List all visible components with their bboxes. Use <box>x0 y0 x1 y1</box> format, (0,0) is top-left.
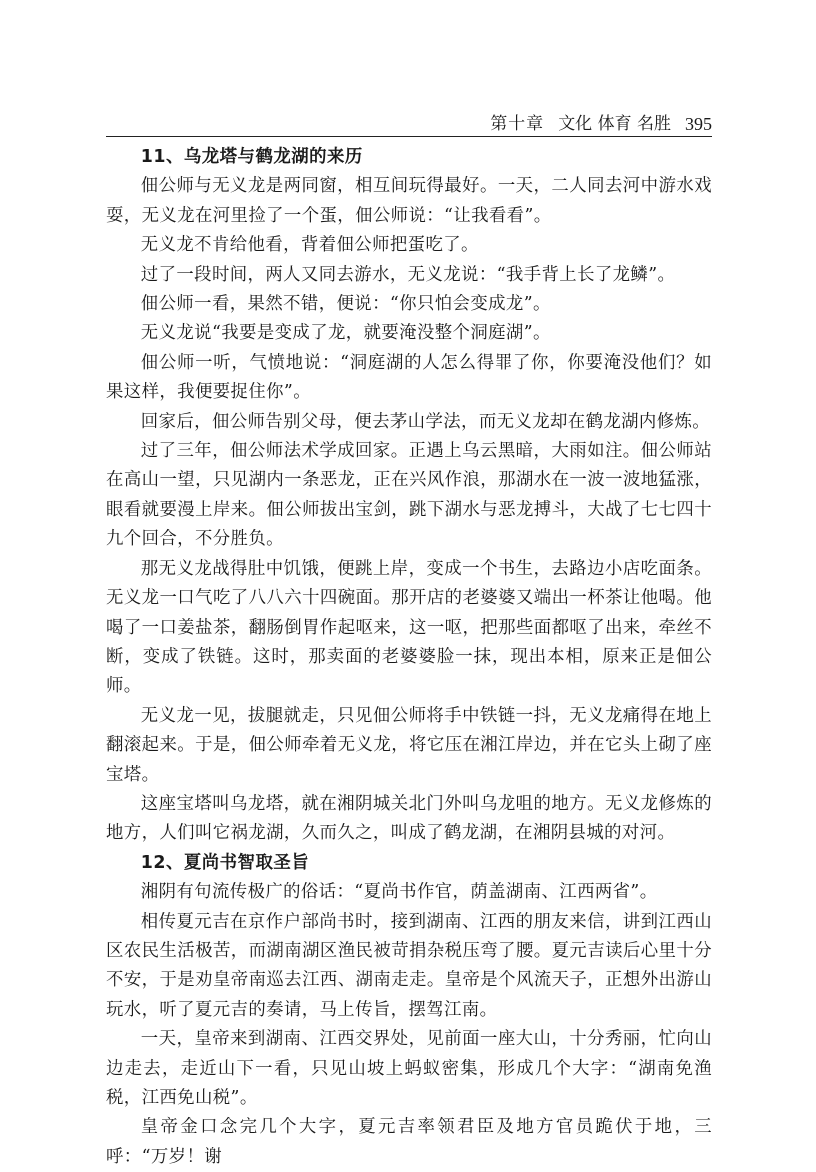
paragraph: 无义龙说“我要是变成了龙，就要淹没整个洞庭湖”。 <box>140 323 551 344</box>
paragraph: 皇帝金口念完几个大字，夏元吉率领君臣及地方官员跪伏于地，三呼：“万岁！谢 <box>106 1117 712 1167</box>
section-heading: 11、乌龙塔与鹤龙湖的来历 <box>140 147 363 167</box>
paragraph: 佃公师一看，果然不错，便说：“你只怕会变成龙”。 <box>140 294 551 315</box>
paragraph: 那无义龙战得肚中饥饿，便跳上岸，变成一个书生，去路边小店吃面条。无义龙一口气吃了八八六十四碗面。那开店的老婆婆又端出一杯茶让他喝。他喝了一口姜盐茶，翻肠倒胃作起呕来，这一呕，把那些面都呕了出来，牵丝不断，变成了铁链。这时，那卖面的老婆婆脸一抹，现出本相，原来正是佃公师。 <box>106 558 712 697</box>
paragraph: 佃公师一听，气愤地说：“洞庭湖的人怎么得罪了你，你要淹没他们？如果这样，我便要捉住你”。 <box>106 352 712 403</box>
paragraph: 无义龙一见，拔腿就走，只见佃公师将手中铁链一抖，无义龙痛得在地上翻滚起来。于是，佃公师牵着无义龙，将它压在湘江岸边，并在它头上砌了座宝塔。 <box>106 705 712 785</box>
paragraph: 相传夏元吉在京作户部尚书时，接到湖南、江西的朋友来信，讲到江西山区农民生活极苦，而湖南湖区渔民被苛捐杂税压弯了腰。夏元吉读后心里十分不安，于是劝皇帝南巡去江西、湖南走走。皇帝是个风流天子，正想外出游山玩水，听了夏元吉的奏请，马上传旨，摆驾江南。 <box>106 911 712 1020</box>
chapter-title: 文化 体育 名胜 <box>558 114 671 134</box>
paragraph: 过了一段时间，两人又同去游水，无义龙说：“我手背上长了龙鳞”。 <box>140 264 676 285</box>
paragraph: 一天，皇帝来到湖南、江西交界处，见前面一座大山，十分秀丽，忙向山边走去，走近山下一看，只见山坡上蚂蚁密集，形成几个大字：“湖南免渔税，江西免山税”。 <box>106 1029 712 1108</box>
chapter-label: 第十章 <box>490 114 545 134</box>
paragraph: 佃公师与无义龙是两同窗，相互间玩得最好。一天，二人同去河中游水戏耍，无义龙在河里捡了一个蛋，佃公师说：“让我看看”。 <box>106 176 712 226</box>
page-body <box>106 143 712 1172</box>
page-number: 395 <box>685 114 712 134</box>
paragraph: 无义龙不肯给他看，背着佃公师把蛋吃了。 <box>140 235 479 256</box>
paragraph: 湘阴有句流传极广的俗话：“夏尚书作官，荫盖湖南、江西两省”。 <box>140 882 658 903</box>
running-header <box>106 112 712 137</box>
paragraph: 这座宝塔叫乌龙塔，就在湘阴城关北门外叫乌龙咀的地方。无义龙修炼的地方，人们叫它祸龙湖，久而久之，叫成了鹤龙湖，在湘阴县城的对河。 <box>106 793 712 844</box>
paragraph: 回家后，佃公师告别父母，便去茅山学法，而无义龙却在鹤龙湖内修炼。 <box>140 411 711 432</box>
paragraph: 过了三年，佃公师法术学成回家。正遇上乌云黑暗，大雨如注。佃公师站在高山一望，只见湖内一条恶龙，正在兴风作浪，那湖水在一波一波地猛涨，眼看就要漫上岸来。佃公师拔出宝剑，跳下湖水与恶龙搏斗，大战了七七四十九个回合，不分胜负。 <box>106 441 712 550</box>
section-heading: 12、夏尚书智取圣旨 <box>140 852 310 873</box>
